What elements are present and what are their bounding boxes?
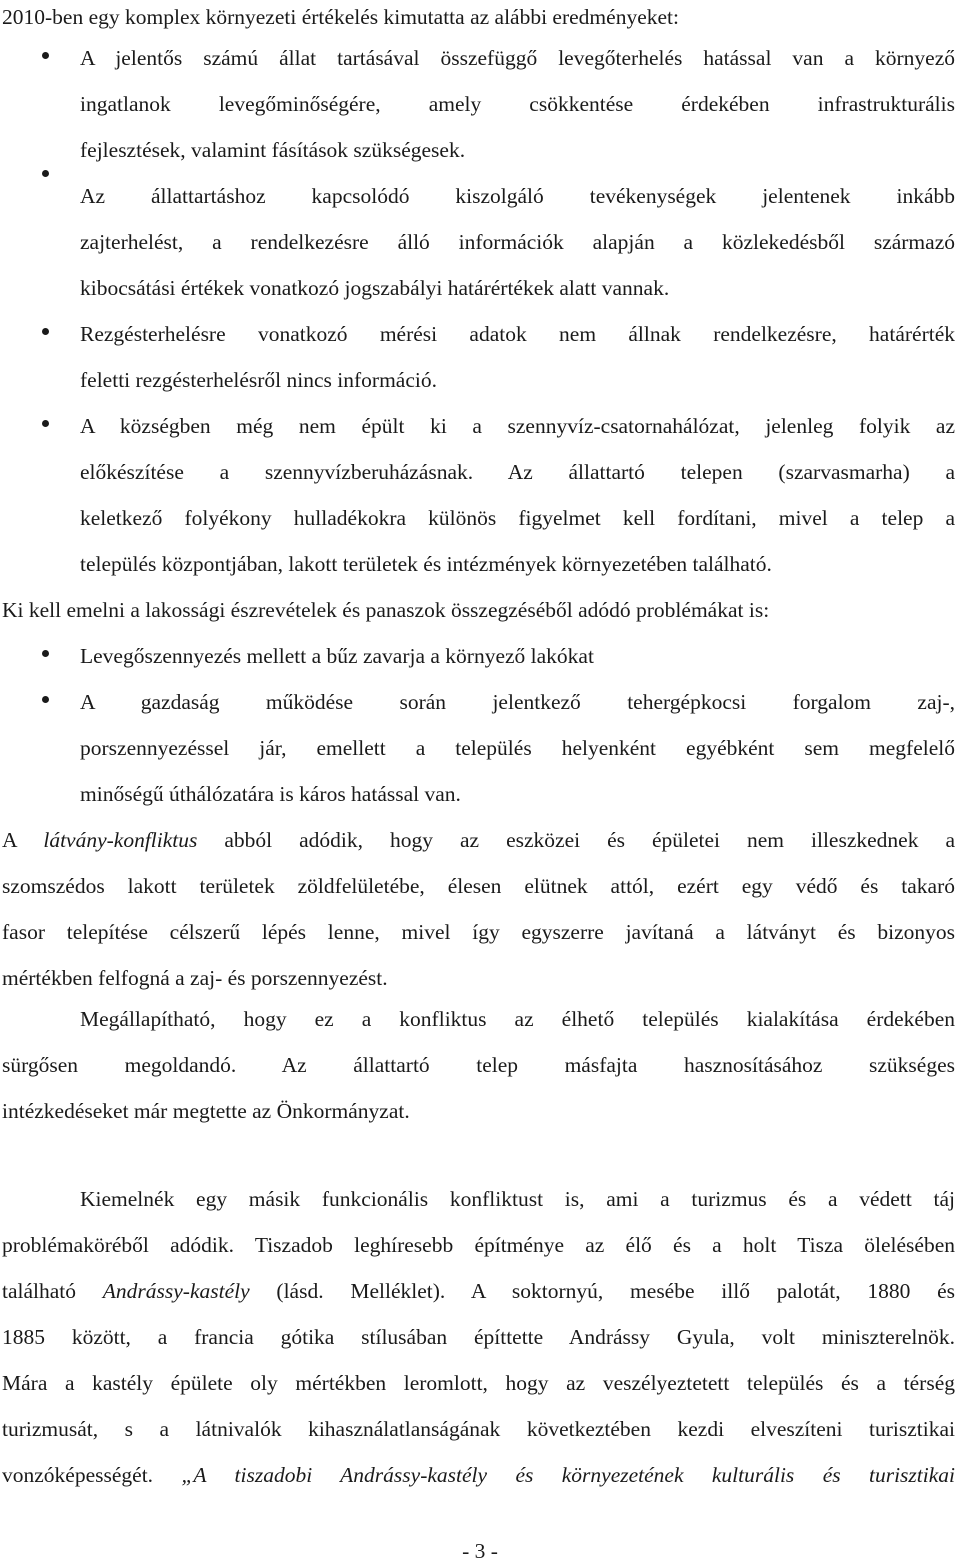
castle-name: Andrássy-kastély: [102, 1279, 250, 1303]
tourism-line-1: Kiemelnék egy másik funkcionális konfliktust is, ami a turizmus és a védett táj: [80, 1187, 955, 1211]
result-2-line-1: Az állattartáshoz kapcsolódó kiszolgáló tevékenységek jelentenek inkább: [80, 184, 955, 208]
tourism-line-7: [2, 1462, 955, 1488]
result-3-line-2: feletti rezgésterhelésről nincs információ.: [80, 368, 437, 392]
result-2-line-3: kibocsátási értékek vonatkozó jogszabályi határértékek alatt vannak.: [80, 276, 670, 300]
bullet-icon: [42, 170, 49, 177]
tourism-line-3-prefix: található: [2, 1279, 103, 1303]
page-number: - 3 -: [462, 1539, 498, 1563]
result-4-line-4: település központjában, lakott területek és intézmények környezetében található.: [80, 552, 772, 576]
bullet-icon: [42, 328, 49, 335]
complaint-2-line-1: A gazdaság működése során jelentkező tehergépkocsi forgalom zaj-,: [80, 690, 955, 714]
visual-conflict-suffix: abból adódik, hogy az eszközei és épületei nem illeszkednek a: [197, 828, 956, 852]
tourism-line-7-prefix: vonzóképességét.: [2, 1463, 182, 1487]
tourism-line-2: problémaköréből adódik. Tiszadob leghíresebb építménye az élő és a holt Tisza ölelésében: [2, 1233, 955, 1257]
bullet-icon: [42, 696, 49, 703]
bullet-icon: [42, 52, 49, 59]
quoted-title: „A tiszadobi Andrássy-kastély és környezetének kulturális és turisztikai: [181, 1463, 955, 1487]
conclusion-line-3: intézkedéseket már megtette az Önkormányzat.: [2, 1099, 410, 1123]
intro-text: 2010-ben egy komplex környezeti értékelés kimutatta az alábbi eredményeket:: [2, 5, 679, 29]
complaint-1-line-1: Levegőszennyezés mellett a bűz zavarja a környező lakókat: [80, 644, 594, 668]
visual-conflict-line-1: [2, 827, 955, 853]
result-3-line-1: Rezgésterhelésre vonatkozó mérési adatok nem állnak rendelkezésre, határérték: [80, 322, 955, 346]
bullet-icon: [42, 650, 49, 657]
visual-conflict-line-3: fasor telepítése célszerű lépés lenne, mivel így egyszerre javítaná a látványt és bizonyos: [2, 920, 955, 944]
result-4-line-1: A községben még nem épült ki a szennyvíz-csatornahálózat, jelenleg folyik az: [80, 414, 955, 438]
complaint-2-line-2: porszennyezéssel jár, emellett a település helyenként egyébként sem megfelelő: [80, 736, 955, 760]
result-1-line-3: fejlesztések, valamint fásítások szükségesek.: [80, 138, 466, 162]
result-2-line-2: zajterhelést, a rendelkezésre álló információk alapján a közlekedésből származó: [80, 230, 955, 254]
conclusion-line-2: sürgősen megoldandó. Az állattartó telep másfajta hasznosításához szükséges: [2, 1053, 955, 1077]
visual-conflict-term: látvány-konfliktus: [43, 828, 198, 852]
tourism-line-5: Mára a kastély épülete oly mértékben leromlott, hogy az veszélyeztetett település és a térség: [2, 1371, 955, 1395]
complaints-intro: Ki kell emelni a lakossági észrevételek és panaszok összegzéséből adódó problémákat is:: [2, 598, 770, 622]
result-1-line-1: A jelentős számú állat tartásával összefüggő levegőterhelés hatással van a környező: [80, 46, 955, 70]
visual-conflict-prefix: A: [2, 828, 44, 852]
result-4-line-3: keletkező folyékony hulladékokra különös figyelmet kell fordítani, mivel a telep a: [80, 506, 955, 530]
tourism-line-3: [2, 1278, 955, 1304]
result-4-line-2: előkészítése a szennyvízberuházásnak. Az állattartó telepen (szarvasmarha) a: [80, 460, 955, 484]
bullet-icon: [42, 420, 49, 427]
conclusion-line-1: Megállapítható, hogy ez a konfliktus az élhető település kialakítása érdekében: [80, 1007, 955, 1031]
visual-conflict-line-2: szomszédos lakott területek zöldfelületébe, élesen elütnek attól, ezért egy védő és takaró: [2, 874, 955, 898]
complaint-2-line-3: minőségű úthálózatára is káros hatással van.: [80, 782, 461, 806]
tourism-line-6: turizmusát, s a látnivalók kihasználatlanságának következtében kezdi elveszíteni turisztikai: [2, 1417, 955, 1441]
visual-conflict-line-4: mértékben felfogná a zaj- és porszennyezést.: [2, 966, 388, 990]
result-1-line-2: ingatlanok levegőminőségére, amely csökkentése érdekében infrastrukturális: [80, 92, 955, 116]
tourism-line-3-suffix: (lásd. Melléklet). A soktornyú, mesébe illő palotát, 1880 és: [249, 1279, 955, 1303]
tourism-line-4: 1885 között, a francia gótika stílusában építtette Andrássy Gyula, volt miniszterelnök.: [2, 1325, 955, 1349]
